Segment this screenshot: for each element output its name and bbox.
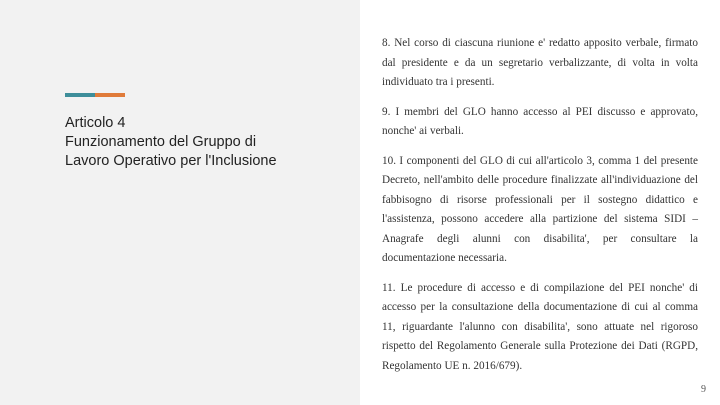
paragraph-9: 9. I membri del GLO hanno accesso al PEI discusso e approvato, nonche' ai verbali. (382, 105, 698, 137)
article-title-line-1: Funzionamento del Gruppo di (65, 134, 257, 150)
page-number: 9 (701, 384, 706, 395)
body-text (382, 34, 698, 386)
paragraph-10: 10. I componenti del GLO di cui all'articolo 3, comma 1 del presente Decreto, nell'ambito delle procedure finalizzate all'individuazione del fabbisogno di risorse professionali per il sostegno didattico e l'assistenza, possono accedere alla partizione del sistema SIDI – Anagrafe degli alunni con disabilita', per consultare la documentazione necessaria. (382, 154, 698, 264)
accent-bar-teal (65, 93, 95, 97)
paragraph-8: 8. Nel corso di ciascuna riunione e' redatto apposito verbale, firmato dal presidente e da un segretario verbalizzante, di volta in volta individuato tra i presenti. (382, 37, 698, 88)
article-title-line-2: Lavoro Operativo per l'Inclusione (65, 153, 277, 169)
paragraph-11: 11. Le procedure di accesso e di compilazione del PEI nonche' di accesso per la consultazione della documentazione di cui al comma 11, riguardante l'alunno con disabilita', sono attuate nel rigoroso rispetto del Regolamento Generale sulla Protezione dei Dati (RGPD, Regolamento UE n. 2016/679). (382, 281, 698, 372)
article-number: Articolo 4 (65, 115, 126, 131)
accent-bar-orange (95, 93, 125, 97)
slide-title (65, 114, 345, 171)
